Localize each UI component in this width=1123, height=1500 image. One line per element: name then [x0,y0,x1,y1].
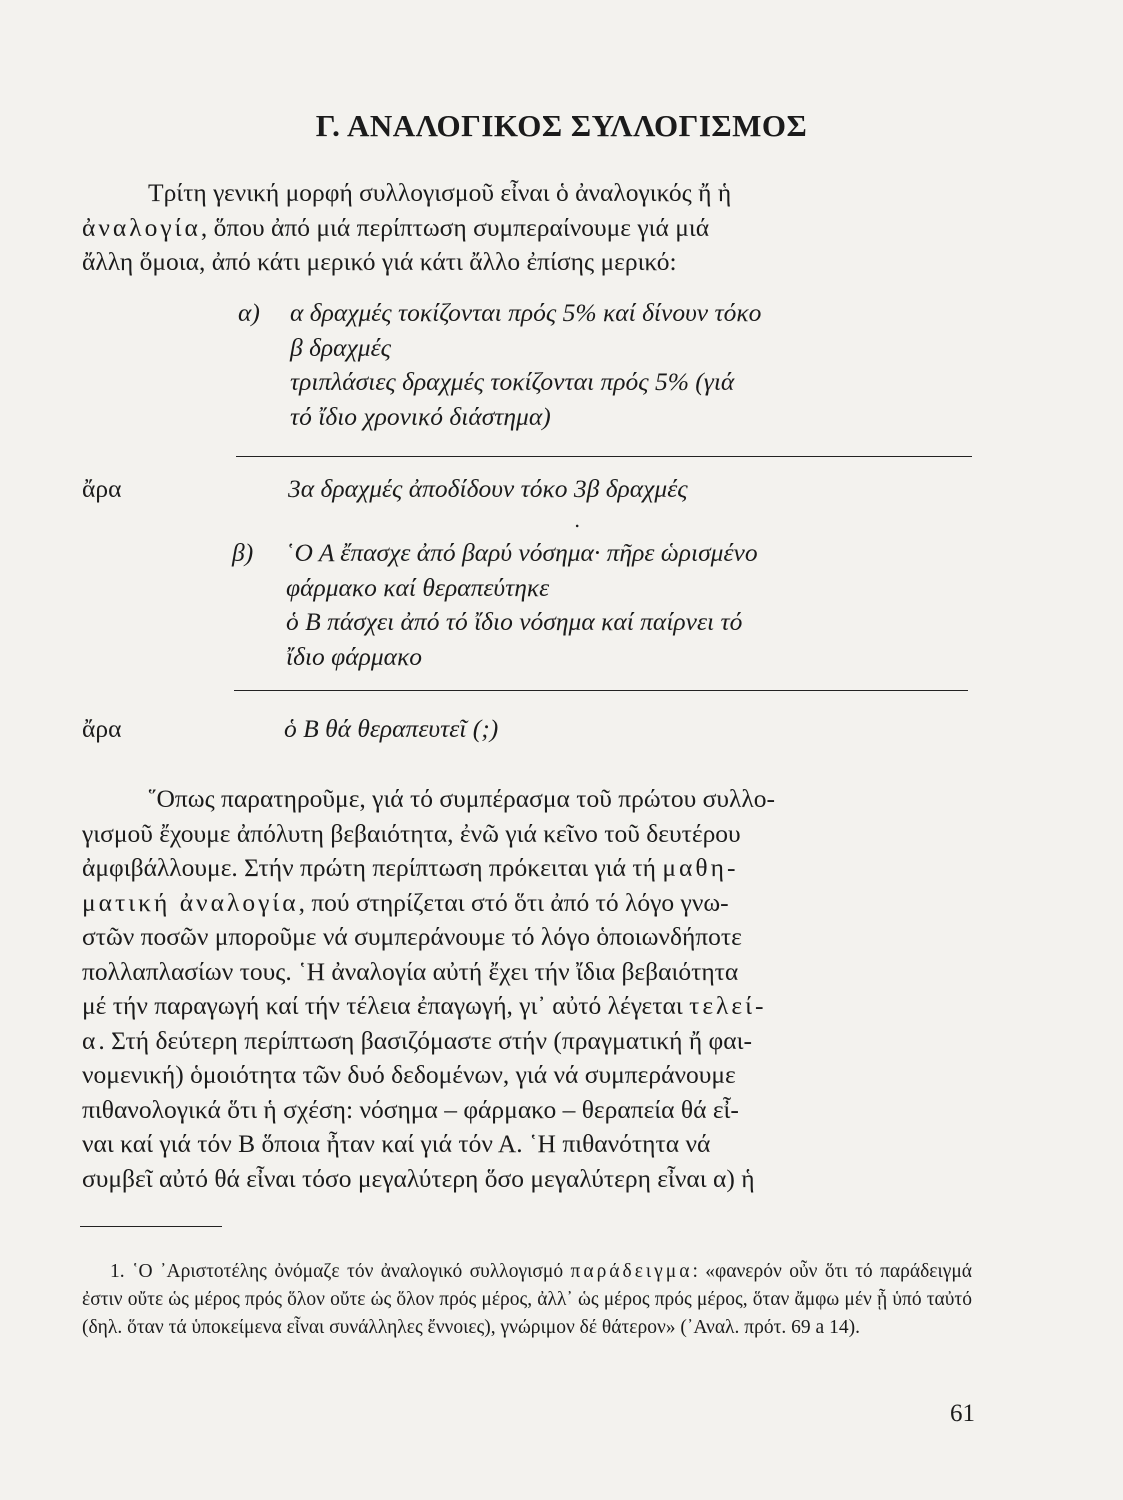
example-a-line-4: τό ἴδιο χρονικό διάστημα) [290,401,551,431]
example-b-conclusion: ὁ Β θά θεραπευτεῖ (;) [284,714,499,743]
term-mathematical-analogy: ματική ἀναλογία [82,887,299,917]
body-line-7: μέ τήν παραγωγή καί τήν τέλεια ἐπαγωγή, γι᾿ αὐτό λέγεται [82,991,683,1020]
example-b-divider [234,690,968,691]
intro-line-3: ἄλλη ὅμοια, ἀπό κάτι μερικό γιά κάτι ἄλλο ἐπίσης μερικό: [82,247,677,276]
example-a-premises [290,296,761,434]
footnote-term-paradigm: παράδειγμα [570,1261,693,1282]
intro-paragraph [82,176,972,280]
term-perfect: τελεί- [689,991,767,1020]
example-a-line-3: τριπλάσιες δραχμές τοκίζονται πρός 5% (γιά [290,367,735,396]
body-line-1: ῞Οπως παρατηροῦμε, γιά τό συμπέρασμα τοῦ πρώτου συλλο- [148,784,775,813]
body-line-5: στῶν ποσῶν μποροῦμε νά συμπεράνουμε τό λόγο ὁποιωνδήποτε [82,922,742,951]
body-line-3: ἀμφιβάλλουμε. Στήν πρώτη περίπτωση πρόκειται γιά τή [82,853,656,882]
example-a-line-2: β δραχμές [290,332,391,362]
body-line-10: πιθανολογικά ὅτι ἡ σχέση: νόσημα – φάρμακο – θεραπεία θά εἶ- [82,1094,739,1124]
footnote [82,1258,972,1342]
separator-dot: . [574,508,581,532]
example-a-divider [236,456,972,457]
example-a-line-1: α δραχμές τοκίζονται πρός 5% καί δίνουν τόκο [290,298,762,327]
body-line-9: νομενική) ὁμοιότητα τῶν δυό δεδομένων, γιά νά συμπεράνουμε [82,1060,736,1089]
body-line-8: . Στή δεύτερη περίπτωση βασιζόμαστε στήν (πραγματική ἤ φαι- [98,1025,752,1055]
example-b-line-1: ῾Ο Α ἔπασχε ἀπό βαρύ νόσημα· πῆρε ὡρισμένο [286,538,758,567]
footnote-divider [80,1226,222,1227]
intro-line-2: , ὅπου ἀπό μιά περίπτωση συμπεραίνουμε γιά μιά [200,212,710,242]
example-b-line-2: φάρμακο καί θεραπεύτηκε [286,572,550,602]
body-paragraph [82,782,972,1196]
body-line-11: ναι καί γιά τόν Β ὅποια ἦταν καί γιά τόν Α. ῾Η πιθανότητα νά [82,1129,711,1158]
footnote-part-1: 1. ῾Ο ᾿Αριστοτέλης ὀνόμαζε τόν ἀναλογικό συλλογισμό [110,1261,564,1282]
example-a-label: α) [238,298,260,327]
example-b-line-3: ὁ Β πάσχει ἀπό τό ἴδιο νόσημα καί παίρνει τό [286,607,743,636]
footnote-part-3: : «φανερόν οὖν ὅτι τό παράδειγμά ἐστιν οὔτε ὡς μέρος πρός ὅλον οὔτε ὡς ὅλον πρός μέρος, ἀλλ᾿ ὡς μέρος πρός μέρος, ὅταν ἄμφω μέν ᾖ ὑπό ταὐτό (δηλ. ὅταν τά ὑποκείμενα εἶναι συνάλληλες ἔννοιες), γνώριμον δέ θάτερον» (᾿Αναλ. πρότ. 69 a 14). [82,1261,973,1338]
example-b-therefore: ἄρα [82,714,122,743]
page-number: 61 [950,1400,975,1427]
body-line-2: γισμοῦ ἔχουμε ἀπόλυτη βεβαιότητα, ἐνῶ γιά κεῖνο τοῦ δευτέρου [82,818,741,848]
intro-line-1: Τρίτη γενική μορφή συλλογισμοῦ εἶναι ὁ ἀναλογικός ἤ ἡ [148,178,732,207]
section-heading: Γ. ΑΝΑΛΟΓΙΚΟΣ ΣΥΛΛΟΓΙΣΜΟΣ [315,108,808,143]
term-mathematical: μαθη- [662,853,739,882]
example-b-premises [286,536,758,674]
term-perfect-end: α [82,1025,99,1055]
example-a-therefore: ἄρα [82,474,122,503]
body-line-4: , πού στηρίζεται στό ὅτι ἀπό τό λόγο γνω- [298,887,729,917]
body-line-12: συμβεῖ αὐτό θά εἶναι τόσο μεγαλύτερη ὅσο μεγαλύτερη εἶναι α) ἡ [82,1163,755,1193]
example-b-line-4: ἴδιο φάρμακο [286,641,423,671]
example-a-conclusion: 3α δραχμές ἀποδίδουν τόκο 3β δραχμές [288,474,688,503]
body-line-6: πολλαπλασίων τους. ῾Η ἀναλογία αὐτή ἔχει τήν ἴδια βεβαιότητα [82,956,739,986]
example-b-label: β) [232,538,254,567]
intro-term-analogy: ἀναλογία [82,212,201,242]
